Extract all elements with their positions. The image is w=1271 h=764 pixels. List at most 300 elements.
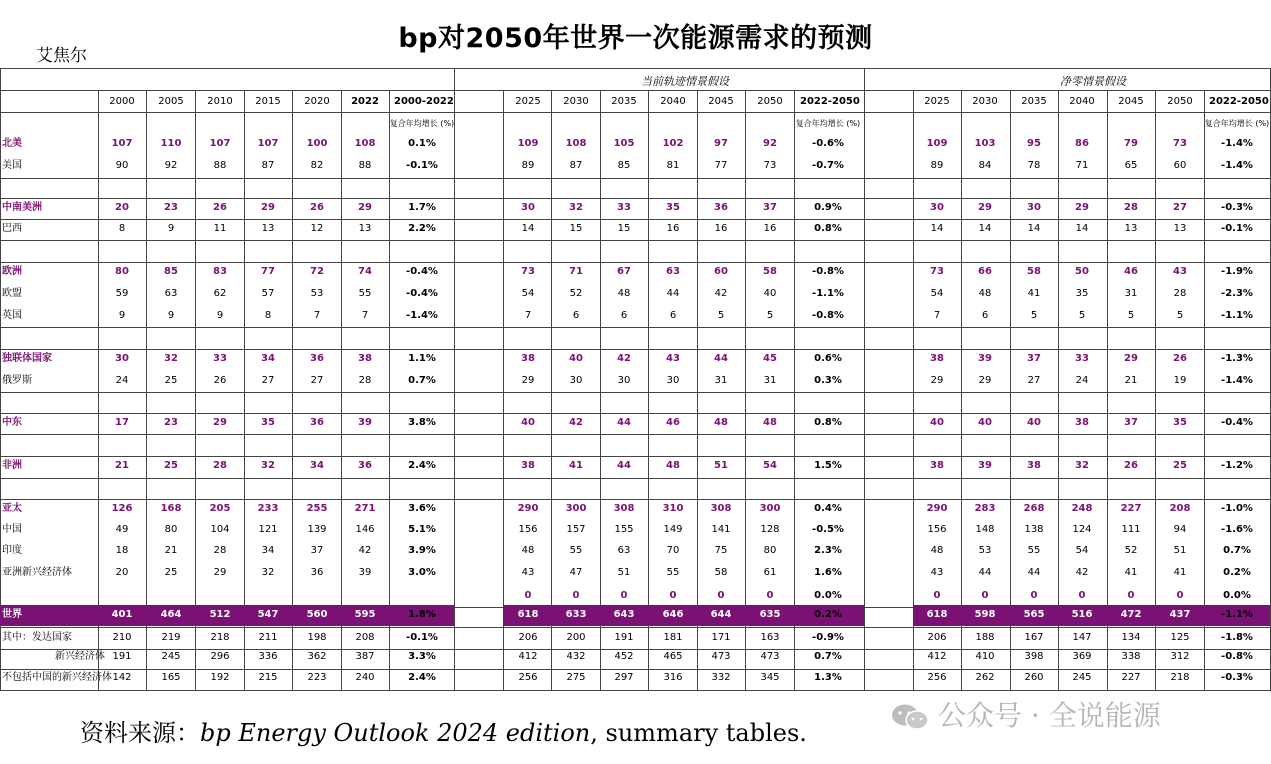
value-cell: 107 [111,138,133,149]
value-cell: 23 [164,417,178,428]
value-cell: 245 [161,651,181,662]
value-cell: 14 [521,223,535,234]
value-cell: 35 [666,202,680,213]
cagr-cell: 5.1% [408,524,436,535]
value-cell: 48 [666,460,680,471]
value-cell: 256 [927,672,947,683]
value-cell: 29 [521,375,535,386]
cagr-cell: -0.1% [1221,223,1253,234]
value-cell: 125 [1170,632,1190,643]
value-cell: 155 [614,524,634,535]
value-cell: 54 [763,460,777,471]
value-cell: 61 [763,567,777,578]
value-cell: 268 [1023,503,1045,514]
value-cell: 108 [354,138,376,149]
row-label: 独联体国家 [2,353,52,364]
table-row [0,668,1271,688]
value-cell: 308 [710,503,732,514]
header-year: 2025 [515,96,541,107]
value-cell: 25 [164,375,178,386]
value-cell: 20 [115,202,129,213]
value-cell: 40 [569,353,583,364]
value-cell: 34 [261,545,275,556]
cagr-cell: -0.8% [812,266,844,277]
value-cell: 345 [760,672,780,683]
value-cell: 148 [975,524,995,535]
value-cell: 0 [981,590,989,601]
row-label: 欧洲 [2,266,22,277]
value-cell: 30 [115,353,129,364]
value-cell: 0 [1176,590,1184,601]
value-cell: 24 [1075,375,1089,386]
value-cell: 256 [518,672,538,683]
cagr-cell: 3.9% [408,545,436,556]
row-label: 北美 [2,138,22,149]
value-cell: 14 [978,223,992,234]
value-cell: 79 [1124,138,1138,149]
cagr-cell: -0.8% [812,310,844,321]
value-cell: 5 [1176,310,1184,321]
header-year: 2035 [611,96,637,107]
value-cell: 29 [213,567,227,578]
page-title: bp对2050年世界一次能源需求的预测 [398,23,873,54]
value-cell: 0 [1127,590,1135,601]
value-cell: 55 [569,545,583,556]
value-cell: 211 [258,632,278,643]
value-cell: 28 [358,375,372,386]
cagr-cell: 0.2% [814,609,842,620]
value-cell: 275 [566,672,586,683]
header-year: 2040 [660,96,686,107]
region-row [0,456,1271,476]
value-cell: 83 [213,266,227,277]
value-cell: 27 [261,375,275,386]
cagr-cell: 0.8% [814,223,842,234]
value-cell: 296 [210,651,230,662]
cagr-cell: 0.1% [408,138,436,149]
value-cell: 36 [358,460,372,471]
value-cell: 29 [978,202,992,213]
value-cell: 34 [310,460,324,471]
value-cell: 94 [1173,524,1187,535]
value-cell: 227 [1121,672,1141,683]
value-cell: 28 [1124,202,1138,213]
value-cell: 437 [1169,609,1191,620]
cagr-cell: -0.1% [406,632,438,643]
value-cell: 218 [210,632,230,643]
value-cell: 51 [714,460,728,471]
cagr-cell: -1.1% [1221,310,1253,321]
value-cell: 107 [209,138,231,149]
cagr-cell: 3.6% [408,503,436,514]
value-cell: 104 [210,524,230,535]
value-cell: 0 [717,590,725,601]
value-cell: 45 [763,353,777,364]
value-cell: 200 [566,632,586,643]
value-cell: 32 [1075,460,1089,471]
value-cell: 40 [978,417,992,428]
cagr-cell: -0.7% [812,160,844,171]
value-cell: 208 [355,632,375,643]
row-label: 亚洲新兴经济体 [2,567,72,578]
cagr-cell: 2.3% [814,545,842,556]
value-cell: 62 [213,288,227,299]
value-cell: 77 [261,266,275,277]
value-cell: 32 [164,353,178,364]
value-cell: 39 [978,353,992,364]
value-cell: 387 [355,651,375,662]
value-cell: 92 [164,160,178,171]
value-cell: 6 [572,310,580,321]
cagr-cell: 0.4% [814,503,842,514]
value-cell: 7 [524,310,532,321]
value-cell: 11 [213,223,227,234]
value-cell: 109 [926,138,948,149]
value-cell: 121 [258,524,278,535]
value-cell: 52 [1124,545,1138,556]
value-cell: 55 [1027,545,1041,556]
value-cell: 73 [763,160,777,171]
value-cell: 646 [662,609,684,620]
cagr-cell: 1.5% [814,460,842,471]
cagr-cell: 0.0% [1223,590,1251,601]
region-row [0,349,1271,369]
value-cell: 598 [974,609,996,620]
value-cell: 54 [521,288,535,299]
row-label: 中国 [2,524,22,535]
value-cell: 25 [1173,460,1187,471]
value-cell: 142 [112,672,132,683]
value-cell: 28 [1173,288,1187,299]
value-cell: 37 [310,545,324,556]
value-cell: 44 [978,567,992,578]
value-cell: 71 [569,266,583,277]
cagr-cell [394,586,450,606]
value-cell: 26 [213,202,227,213]
value-cell: 73 [1173,138,1187,149]
value-cell: 55 [666,567,680,578]
value-cell: 44 [617,417,631,428]
row-label: 巴西 [2,223,22,234]
cagr-note-current: 复合年均增长 (%) [795,119,861,128]
value-cell: 30 [1027,202,1041,213]
cagr-cell: 0.0% [814,590,842,601]
watermark-text: 公众号 · 全说能源 [938,699,1161,732]
header-year: 2022 [351,96,379,107]
watermark [890,694,1161,734]
value-cell: 472 [1120,609,1142,620]
value-cell: 205 [209,503,231,514]
source-note [80,713,807,748]
value-cell: 39 [978,460,992,471]
value-cell: 149 [663,524,683,535]
value-cell: 126 [111,503,133,514]
value-cell: 369 [1072,651,1092,662]
value-cell: 412 [518,651,538,662]
value-cell: 52 [569,288,583,299]
value-cell: 53 [310,288,324,299]
value-cell: 88 [213,160,227,171]
value-cell: 111 [1121,524,1141,535]
value-cell: 43 [666,353,680,364]
cagr-cell: 1.6% [814,567,842,578]
value-cell: 432 [566,651,586,662]
value-cell: 5 [717,310,725,321]
value-cell: 464 [160,609,182,620]
cagr-cell: -0.6% [812,138,844,149]
value-cell: 0 [669,590,677,601]
header-year: 2000 [109,96,135,107]
value-cell: 49 [115,524,129,535]
grid-hline [0,178,1270,179]
value-cell: 33 [1075,353,1089,364]
value-cell: 63 [666,266,680,277]
value-cell: 78 [1027,160,1041,171]
cagr-cell: -1.4% [1221,375,1253,386]
value-cell: 92 [763,138,777,149]
value-cell: 633 [565,609,587,620]
cagr-cell: -2.3% [1221,288,1253,299]
value-cell: 89 [930,160,944,171]
value-cell: 171 [711,632,731,643]
cagr-cell: 3.0% [408,567,436,578]
cagr-cell: -0.1% [406,160,438,171]
value-cell: 146 [355,524,375,535]
value-cell: 16 [763,223,777,234]
value-cell: 310 [662,503,684,514]
value-cell: 84 [978,160,992,171]
value-cell: 26 [1173,353,1187,364]
header-year: 2020 [304,96,330,107]
value-cell: 41 [1124,567,1138,578]
value-cell: 28 [213,460,227,471]
table-row [0,563,1271,583]
value-cell: 32 [261,460,275,471]
value-cell: 55 [358,288,372,299]
value-cell: 7 [361,310,369,321]
value-cell: 215 [258,672,278,683]
value-cell: 6 [620,310,628,321]
value-cell: 208 [1169,503,1191,514]
value-cell: 8 [264,310,272,321]
value-cell: 41 [569,460,583,471]
table-row [0,520,1271,540]
value-cell: 29 [1124,353,1138,364]
value-cell: 37 [763,202,777,213]
grid-hline [0,690,1270,691]
value-cell: 308 [613,503,635,514]
value-cell: 48 [978,288,992,299]
value-cell: 81 [666,160,680,171]
value-cell: 473 [760,651,780,662]
value-cell: 19 [1173,375,1187,386]
value-cell: 181 [663,632,683,643]
value-cell: 23 [164,202,178,213]
value-cell: 40 [763,288,777,299]
author-name: 艾焦尔 [36,46,87,66]
value-cell: 7 [313,310,321,321]
value-cell: 73 [521,266,535,277]
cagr-cell: -1.4% [1221,138,1253,149]
region-row [0,262,1271,282]
value-cell: 90 [115,160,129,171]
value-cell: 29 [358,202,372,213]
row-label: 欧盟 [2,288,22,299]
value-cell: 219 [161,632,181,643]
value-cell: 42 [714,288,728,299]
cagr-cell: -1.4% [406,310,438,321]
value-cell: 233 [257,503,279,514]
row-label: 英国 [2,310,22,321]
grid-hline [0,434,1270,435]
value-cell: 77 [714,160,728,171]
value-cell: 14 [930,223,944,234]
value-cell: 58 [763,266,777,277]
value-cell [337,586,393,606]
value-cell: 163 [760,632,780,643]
value-cell: 107 [257,138,279,149]
value-cell: 13 [261,223,275,234]
value-cell: 60 [1173,160,1187,171]
cagr-cell: -1.9% [1221,266,1253,277]
energy-demand-table [0,68,1271,691]
cagr-cell: -0.4% [406,266,438,277]
value-cell: 37 [1027,353,1041,364]
value-cell: 85 [164,266,178,277]
header-year: 2050 [757,96,783,107]
value-cell: 618 [517,609,539,620]
value-cell: 473 [711,651,731,662]
value-cell: 43 [521,567,535,578]
value-cell: 70 [666,545,680,556]
table-row [0,371,1271,391]
value-cell: 47 [569,567,583,578]
cagr-cell: -0.3% [1221,672,1253,683]
value-cell: 86 [1075,138,1089,149]
value-cell: 5 [1030,310,1038,321]
value-cell [94,586,150,606]
header-cagr: 2022-2050 [1209,96,1269,107]
source-suffix: , summary tables. [590,719,807,747]
value-cell: 37 [1124,417,1138,428]
value-cell: 338 [1121,651,1141,662]
value-cell: 48 [763,417,777,428]
value-cell: 0 [1078,590,1086,601]
value-cell: 30 [666,375,680,386]
value-cell: 100 [306,138,328,149]
value-cell: 40 [1027,417,1041,428]
value-cell: 26 [213,375,227,386]
value-cell: 635 [759,609,781,620]
value-cell: 643 [613,609,635,620]
value-cell: 87 [569,160,583,171]
source-title: bp Energy Outlook 2024 edition [200,719,591,747]
value-cell: 63 [617,545,631,556]
value-cell: 57 [261,288,275,299]
value-cell: 102 [662,138,684,149]
value-cell: 82 [310,160,324,171]
value-cell: 36 [714,202,728,213]
cagr-note-netzero: 复合年均增长 (%) [1204,119,1270,128]
cagr-cell: 0.7% [814,651,842,662]
value-cell: 14 [1075,223,1089,234]
value-cell: 33 [617,202,631,213]
value-cell: 560 [306,609,328,620]
value-cell: 63 [164,288,178,299]
value-cell: 25 [164,567,178,578]
value-cell: 43 [1173,266,1187,277]
grid-hline [0,327,1270,328]
value-cell: 16 [666,223,680,234]
value-cell: 35 [1173,417,1187,428]
value-cell: 412 [927,651,947,662]
value-cell: 95 [1027,138,1041,149]
cagr-cell: 1.3% [814,672,842,683]
grid-hline [0,68,1270,69]
value-cell: 262 [975,672,995,683]
value-cell: 25 [164,460,178,471]
value-cell: 87 [261,160,275,171]
cagr-cell: 0.9% [814,202,842,213]
value-cell: 59 [115,288,129,299]
source-prefix: 资料来源： [80,719,200,747]
value-cell: 32 [261,567,275,578]
value-cell: 452 [614,651,634,662]
value-cell: 565 [1023,609,1045,620]
value-cell: 18 [115,545,129,556]
value-cell: 31 [714,375,728,386]
value-cell: 44 [666,288,680,299]
value-cell: 9 [167,223,175,234]
value-cell: 29 [213,417,227,428]
cagr-cell: 1.7% [408,202,436,213]
cagr-cell: 0.7% [1223,545,1251,556]
value-cell: 20 [115,567,129,578]
header-year: 2025 [924,96,950,107]
value-cell: 156 [927,524,947,535]
value-cell: 29 [1075,202,1089,213]
value-cell: 58 [1027,266,1041,277]
value-cell: 85 [617,160,631,171]
value-cell: 0 [620,590,628,601]
value-cell: 48 [617,288,631,299]
value-cell: 53 [978,545,992,556]
value-cell: 8 [118,223,126,234]
value-cell: 89 [521,160,535,171]
value-cell: 39 [358,417,372,428]
value-cell: 165 [161,672,181,683]
value-cell: 316 [663,672,683,683]
header-year: 2005 [158,96,184,107]
value-cell: 15 [617,223,631,234]
region-row [0,134,1271,154]
value-cell: 398 [1024,651,1044,662]
wechat-icon [890,702,930,732]
value-cell: 12 [310,223,324,234]
header-year: 2035 [1021,96,1047,107]
grid-hline [0,392,1270,393]
row-label: 中东 [2,417,22,428]
header-year: 2050 [1167,96,1193,107]
value-cell: 198 [307,632,327,643]
value-cell: 297 [614,672,634,683]
value-cell: 24 [115,375,129,386]
value-cell: 168 [160,503,182,514]
value-cell: 105 [613,138,635,149]
cagr-cell: -1.3% [1221,353,1253,364]
scenario-netzero-label: 净零情景假设 [1060,75,1126,88]
cagr-cell: -0.4% [1221,417,1253,428]
